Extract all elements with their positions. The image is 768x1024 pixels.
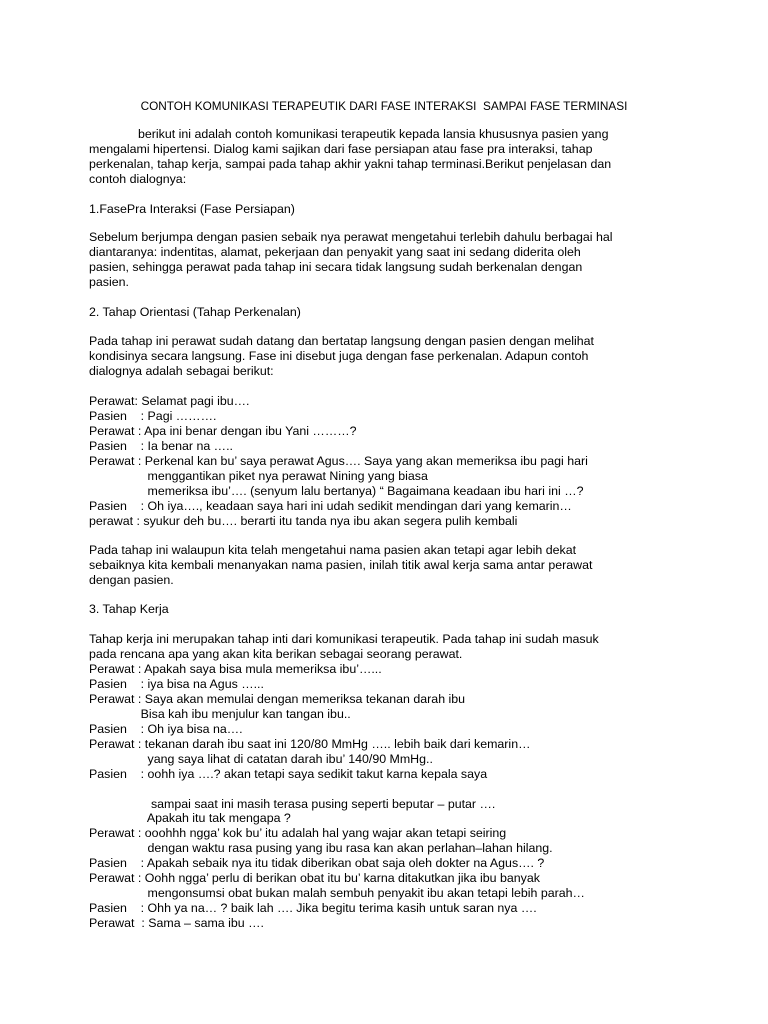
dialog-line: Pasien : Pagi ………. xyxy=(89,409,217,423)
dialog-line: Pasien : Oh iya bisa na…. xyxy=(89,722,243,736)
dialog-line: memeriksa ibu’…. (senyum lalu bertanya) “ Bagaimana keadaan ibu hari ini …? xyxy=(89,484,584,498)
dialog-line: Perawat : tekanan darah ibu saat ini 120/80 MmHg ….. lebih baik dari kemarin… xyxy=(89,737,531,751)
dialog-line: sampai saat ini masih terasa pusing seperti beputar – putar …. xyxy=(89,797,496,811)
section-2-closing-line: dengan pasien. xyxy=(89,573,174,587)
dialog-line: Perawat: Selamat pagi ibu…. xyxy=(89,394,250,408)
section-3-heading: 3. Tahap Kerja xyxy=(89,602,169,616)
dialog-line: Pasien : oohh iya ….? akan tetapi saya sedikit takut karna kepala saya xyxy=(89,767,488,781)
dialog-line: mengonsumsi obat bukan malah sembuh penyakit ibu akan tetapi lebih parah… xyxy=(89,886,585,900)
intro-line: berikut ini adalah contoh komunikasi terapeutik kepada lansia khususnya pasien yang xyxy=(138,127,609,141)
dialog-line: Perawat : Saya akan memulai dengan memeriksa tekanan darah ibu xyxy=(89,692,466,706)
dialog-line: menggantikan piket nya perawat Nining yang biasa xyxy=(89,469,428,483)
document-title: CONTOH KOMUNIKASI TERAPEUTIK DARI FASE INTERAKSI SAMPAI FASE TERMINASI xyxy=(140,99,628,113)
dialog-line: Pasien : Ohh ya na… ? baik lah …. Jika begitu terima kasih untuk saran nya …. xyxy=(89,901,537,915)
section-1-paragraph-line: Sebelum berjumpa dengan pasien sebaik nya perawat mengetahui terlebih dahulu berbagai hal xyxy=(89,230,613,244)
section-3-paragraph-line: Tahap kerja ini merupakan tahap inti dari komunikasi terapeutik. Pada tahap ini sudah masuk xyxy=(89,632,599,646)
dialog-line: Perawat : ooohhh ngga’ kok bu’ itu adalah hal yang wajar akan tetapi seiring xyxy=(89,826,507,840)
section-2-closing-line: sebaiknya kita kembali menanyakan nama pasien, inilah titik awal kerja sama antar perawat xyxy=(89,558,593,572)
dialog-line: perawat : syukur deh bu…. berarti itu tanda nya ibu akan segera pulih kembali xyxy=(89,514,518,528)
dialog-line: Pasien : Ia benar na ….. xyxy=(89,439,233,453)
section-2-paragraph-line: kondisinya secara langsung. Fase ini disebut juga dengan fase perkenalan. Adapun contoh xyxy=(89,349,589,363)
dialog-line: Bisa kah ibu menjulur kan tangan ibu.. xyxy=(89,707,351,721)
intro-line: mengalami hipertensi. Dialog kami sajikan dari fase persiapan atau fase pra interaksi, tahap xyxy=(89,142,593,156)
section-1-heading: 1.FasePra Interaksi (Fase Persiapan) xyxy=(89,202,295,216)
section-1-paragraph-line: pasien, sehingga perawat pada tahap ini secara tidak langsung sudah berkenalan dengan xyxy=(89,260,583,274)
dialog-line: Perawat : Perkenal kan bu’ saya perawat Agus…. Saya yang akan memeriksa ibu pagi hari xyxy=(89,454,588,468)
section-3-paragraph-line: pada rencana apa yang akan kita berikan sebagai seorang perawat. xyxy=(89,647,463,661)
section-2-heading: 2. Tahap Orientasi (Tahap Perkenalan) xyxy=(89,305,301,319)
section-2-closing-line: Pada tahap ini walaupun kita telah mengetahui nama pasien akan tetapi agar lebih dekat xyxy=(89,543,577,557)
section-2-paragraph-line: dialognya adalah sebagai berikut: xyxy=(89,364,274,378)
dialog-line: Perawat : Apakah saya bisa mula memeriksa ibu’…... xyxy=(89,662,382,676)
intro-line: perkenalan, tahap kerja, sampai pada tahap akhir yakni tahap terminasi.Berikut penjelasan dan xyxy=(89,157,612,171)
dialog-line: Perawat : Sama – sama ibu …. xyxy=(89,916,264,930)
intro-line: contoh dialognya: xyxy=(89,172,187,186)
dialog-line: dengan waktu rasa pusing yang ibu rasa kan akan perlahan–lahan hilang. xyxy=(89,841,553,855)
dialog-line: Perawat : Oohh ngga’ perlu di berikan obat itu bu’ karna ditakutkan jika ibu banyak xyxy=(89,871,540,885)
dialog-line: yang saya lihat di catatan darah ibu’ 140/90 MmHg.. xyxy=(89,752,433,766)
section-1-paragraph-line: pasien. xyxy=(89,275,129,289)
section-2-paragraph-line: Pada tahap ini perawat sudah datang dan bertatap langsung dengan pasien dengan melihat xyxy=(89,334,594,348)
dialog-line: Apakah itu tak mengapa ? xyxy=(89,811,291,825)
dialog-line: Perawat : Apa ini benar dengan ibu Yani ………? xyxy=(89,424,357,438)
section-1-paragraph-line: diantaranya: indentitas, alamat, pekerjaan dan penyakit yang saat ini sedang diderita oleh xyxy=(89,245,581,259)
dialog-line: Pasien : iya bisa na Agus …... xyxy=(89,677,264,691)
dialog-line: Pasien : Apakah sebaik nya itu tidak diberikan obat saja oleh dokter na Agus…. ? xyxy=(89,856,545,870)
dialog-line: Pasien : Oh iya…., keadaan saya hari ini udah sedikit mendingan dari yang kemarin… xyxy=(89,499,572,513)
